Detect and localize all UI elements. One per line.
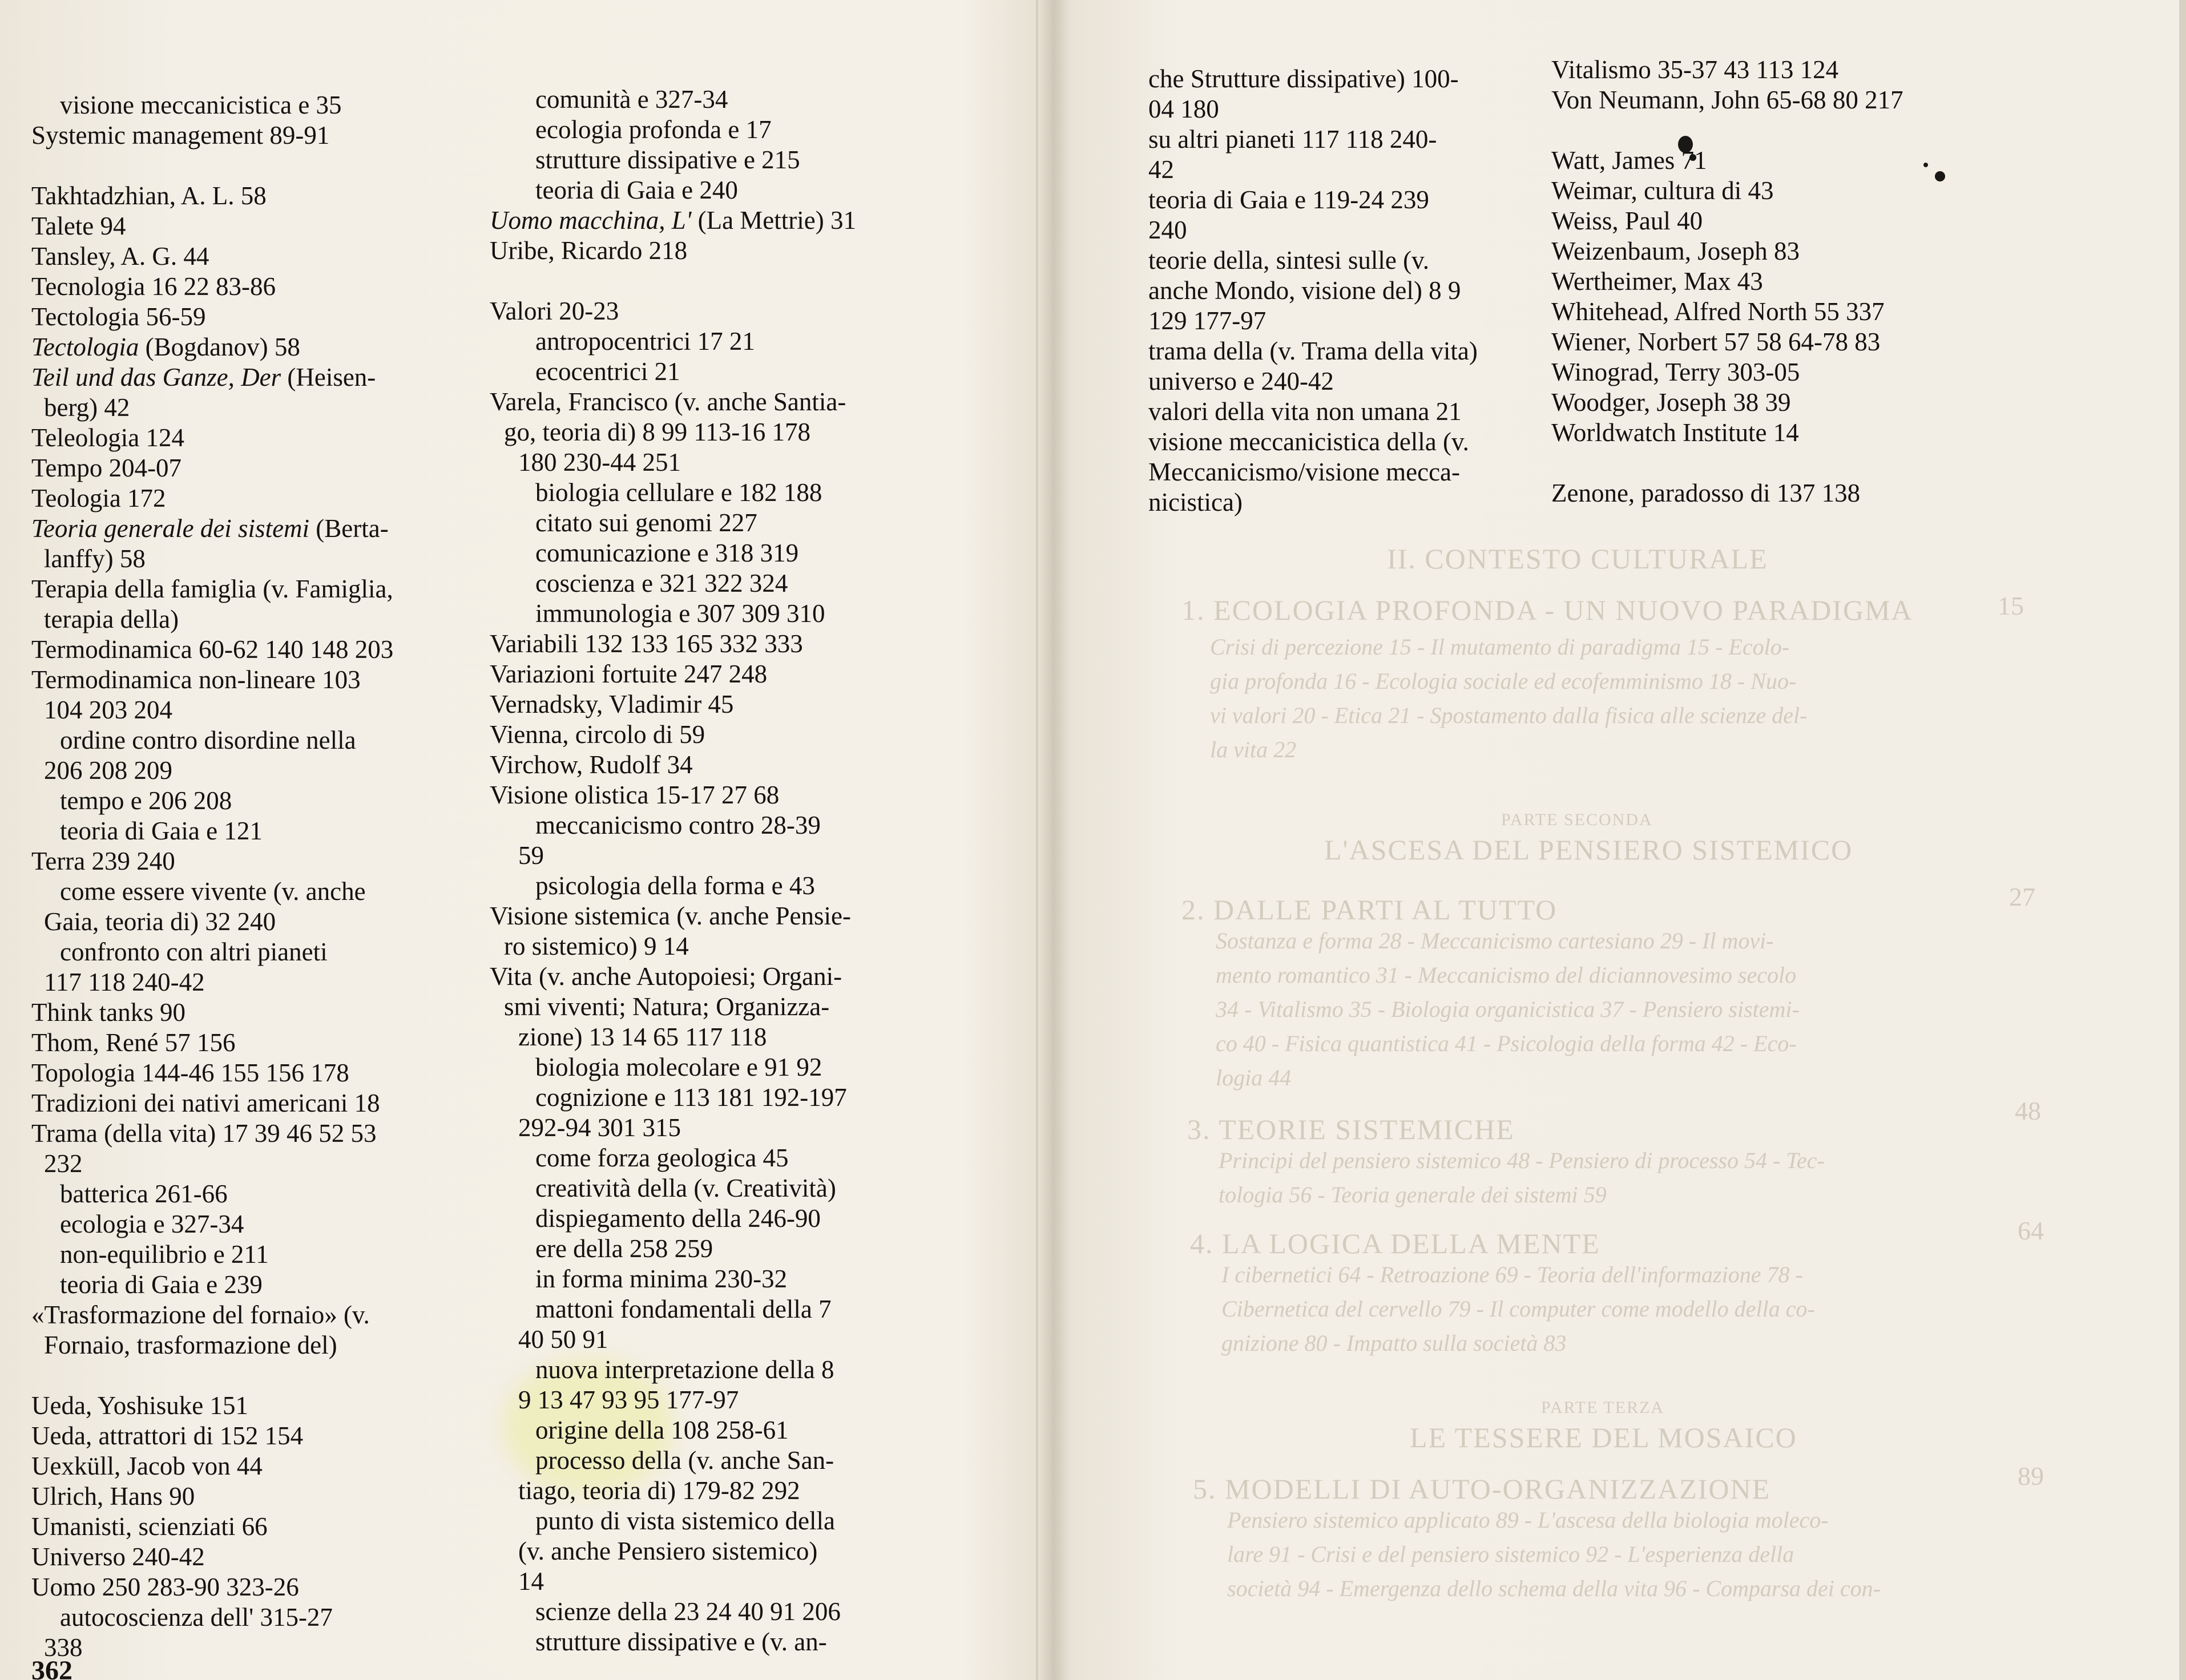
index-entry (1551, 236, 2019, 266)
index-text: Watt, James 71 (1551, 146, 1707, 175)
index-entry (1148, 94, 1525, 124)
index-entry (31, 514, 482, 544)
index-entry-continuation (490, 1022, 946, 1052)
index-text: universo e 240-42 (1148, 367, 1334, 395)
index-entry (31, 453, 482, 483)
index-text: mattoni fondamentali della 7 (535, 1295, 832, 1323)
index-entry-continuation (31, 544, 482, 574)
index-subentry (490, 1294, 946, 1324)
index-entry (31, 423, 482, 453)
index-text: teoria di Gaia e 240 (535, 176, 738, 204)
index-entry (31, 1088, 482, 1118)
index-subentry (490, 478, 946, 508)
index-subentry (490, 1083, 946, 1113)
index-text: go, teoria di) 8 99 113-16 178 (504, 418, 810, 446)
index-gap (31, 151, 482, 181)
index-subentry (490, 810, 946, 841)
index-text: teoria di Gaia e 121 (60, 817, 263, 845)
index-column (490, 84, 946, 1657)
index-subentry (31, 90, 482, 120)
index-entry-continuation (490, 931, 946, 962)
book-spread: II. CONTESTO CULTURALE 15 1. ECOLOGIA PROFONDA - UN NUOVO PARADIGMA Crisi di percezione 15 - Il mutamento di paradigma 15 - Ecolo- gia profonda 16 - Ecologia sociale ed ecofemminismo 18 - Nuo- vi valori 20 - Etica 21 - Spostamento dalla fisica alle scienze del- la vita 22 PARTE SECONDA L'ASCESA DEL PENSIERO SISTEMICO 27 2. DALLE PARTI AL TUTTO Sostanza e forma 28 - Meccanicismo cartesiano 29 - Il movi- mento romantico 31 - Meccanicismo del diciannovesimo secolo 34 - Vitalismo 35 - Biologia organicistica 37 - Pensiero sistemi- co 40 - Fisica quantistica 41 - Psicologia della forma 42 - Eco- logia 44 48 3. TEORIE SISTEMICHE Principi del pensiero sistemico 48 - Pensiero di processo 54 - Tec- tologia 56 - Teoria generale dei sistemi 59 64 4. LA LOGICA DELLA MENTE I cibernetici 64 - Retroazione 69 - Teoria dell'informazione 78 - Cibernetica del cervello 79 - Il computer come modello della co- gnizione 80 - Impatto sulla società 83 PARTE TERZA LE TESSERE DEL MOSAICO 89 5. MODELLI DI AUTO-ORGANIZZAZIONE Pensiero sistemico applicato 89 - L'ascesa della biologia moleco- lare 91 - Crisi e del pensiero sistemico 92 - L'esperienza della società 94 - Emergenza dello schema della vita 96 - Comparsa dei con- visione meccanicistica e 35 Systemic management 89-91 Takhtadzhian, A. L. 58 Talete 94 Tansley, A. G. 44 Tecnologia 16 22 83-86 Tectologia 56-59 Tectologia (Bogdanov) 58 Teil und das Ganze, Der (Heisen- berg) 42 Teleologia 124 Tempo 204-07 Teologia 172 Teoria generale dei sistemi (Berta- lanffy) 58 Terapia della famiglia (v. Famiglia, terapia della) Termodinamica 60-62 140 148 203 Termodinamica non-lineare 103 104 203 204 ordine contro disordine nella 206 208 209 tempo e 206 208 teoria di Gaia e 121 Terra 239 240 come essere vivente (v. anche Gaia, teoria di) 32 240 confronto con altri pianeti 117 118 240-42 Think tanks 90 Thom, René 57 156 Topologia 144-46 155 156 178 Tradizioni dei nativi americani 18 Trama (della vita) 17 39 46 52 53 232 batterica 261-66 ecologia e 327-34 non-equilibrio e 211 teoria di Gaia e 239 «Trasformazione del fornaio» (v. Fornaio, trasformazione del) Ueda, Yoshisuke 151 Ueda, attrattori di 152 154 Uexküll, Jacob von 44 Ulrich, Hans 90 Umanisti, scienziati 66 Universo 240-42 Uomo 250 283-90 323-26 autocoscienza dell' 315-27 338 comunità e 327-34 ecologia profonda e 17 strutture dissipative e 215 teoria di Gaia e 240 Uomo macchina, L' (La Mettrie) 31 Uribe, Ricardo 218 Valori 20-23 antropocentrici 17 21 ecocentrici 21 Varela, Francisco (v. anche Santia- go, teoria di) 8 99 113-16 178 180 230-44 251 biologia cellulare e 182 188 citato sui genomi 227 comunicazione e 318 319 coscienza e 321 322 324 immunologia e 307 309 310 Variabili 132 133 165 332 333 Variazioni fortuite 247 248 Vernadsky, Vladimir 45 Vienna, circolo di 59 Virchow, Rudolf 34 Visione olistica 15-17 27 68 meccanicismo contro 28-39 59 psicologia della forma e 43 Visione sistemica (v. anche Pensie- ro sistemico) 9 14 Vita (v. anche Autopoiesi; Organi- smi viventi; Natura; Organizza- zione) 13 14 65 117 118 biologia molecolare e 91 92 cognizione e 113 181 192-197 292-94 301 315 come forza geologica 45 creatività della (v. Creatività) dispiegamento della 246-90 ere della 258 259 in forma minima 230-32 mattoni fondamentali della 7 40 50 91 nuova interpretazione della 8 9 13 47 93 95 177-97 origine della 108 258-61 processo della (v. anche San- tiago, teoria di) 179-82 292 punto di vista sistemico della (v. anche Pensiero sistemico) 14 scienze della 23 24 40 91 206 strutture dissipative e (v. an- che Strutture dissipative) 100- 04 180 su altri pianeti 117 118 240- 42 teoria di Gaia e 119-24 239 240 teorie della, sintesi sulle (v. anche Mondo, visione del) 8 9 129 177-97 trama della (v. Trama della vita) universo e 240-42 valori della vita non umana 21 visione meccanicistica della (v. Meccanicismo/visione mecca- nicistica) Vitalismo 35-37 43 113 124 Von Neumann, John 65-68 80 217 Watt, James 71 Weimar, cultura di 43 Weiss, Paul 40 Weizenbaum, Joseph 83 Wertheimer, Max 43 Whitehead, Alfred North 55 337 Wiener, Norbert 57 58 64-78 83 Winograd, Terry 303-05 Woodger, Joseph 38 39 Worldwatch Institute 14 Zenone, paradosso di 137 138 362 (0, 0, 2186, 1680)
index-title-italic: Tectologia (31, 333, 146, 361)
index-subentry (31, 725, 482, 756)
index-entry-continuation (490, 992, 946, 1022)
index-text: Terra 239 240 (31, 847, 175, 875)
index-entry (490, 629, 946, 659)
index-entry (1148, 397, 1525, 427)
index-entry-continuation (31, 967, 482, 998)
index-entry-continuation (490, 1324, 946, 1355)
index-text: 292-94 301 315 (518, 1113, 681, 1142)
index-entry (31, 1300, 482, 1330)
index-entry (1551, 55, 2019, 85)
index-entry-continuation (31, 695, 482, 725)
index-column (31, 90, 482, 1663)
index-entry (490, 720, 946, 750)
index-text: Universo 240-42 (31, 1542, 205, 1571)
index-subentry (490, 1597, 946, 1627)
index-entry (490, 962, 946, 992)
index-text: Von Neumann, John 65-68 80 217 (1551, 86, 1903, 114)
index-text: Talete 94 (31, 212, 126, 240)
index-text: Wertheimer, Max 43 (1551, 267, 1763, 296)
index-subentry (31, 1602, 482, 1633)
index-entry (31, 302, 482, 332)
index-entry (31, 1572, 482, 1602)
index-text: Terapia della famiglia (v. Famiglia, (31, 575, 393, 603)
index-subentry (490, 599, 946, 629)
index-entry (490, 205, 946, 236)
index-text: visione meccanicistica della (v. (1148, 427, 1469, 456)
index-text: teoria di Gaia e 119-24 239 (1148, 185, 1429, 214)
index-text: Tectologia 56-59 (31, 302, 206, 331)
index-entry (31, 1028, 482, 1058)
index-text: Uexküll, Jacob von 44 (31, 1452, 263, 1480)
index-subentry (490, 84, 946, 115)
index-subentry (490, 1445, 946, 1476)
index-text: Vernadsky, Vladimir 45 (490, 690, 734, 718)
index-text: (Bogdanov) 58 (145, 333, 300, 361)
index-text: Valori 20-23 (490, 297, 619, 325)
index-text: Zenone, paradosso di 137 138 (1551, 479, 1861, 507)
index-text: Topologia 144-46 155 156 178 (31, 1059, 349, 1087)
index-title-italic: Teil und das Ganze, Der (31, 363, 288, 391)
index-entry (1148, 276, 1525, 306)
index-text: ecologia profonda e 17 (535, 115, 772, 144)
index-gap (31, 1360, 482, 1391)
index-text: 117 118 240-42 (44, 968, 205, 996)
index-title-italic: Teoria generale dei sistemi (31, 514, 316, 543)
index-subentry (31, 816, 482, 846)
index-entry (31, 1421, 482, 1451)
index-subentry (31, 1179, 482, 1209)
index-entry (1148, 366, 1525, 397)
index-text: lanffy) 58 (44, 544, 146, 573)
index-text: immunologia e 307 309 310 (535, 599, 825, 628)
index-entry (490, 750, 946, 780)
index-entry (31, 1542, 482, 1572)
index-entry-continuation (31, 907, 482, 937)
index-text: 206 208 209 (44, 756, 172, 785)
index-entry (490, 296, 946, 326)
index-entry-continuation (31, 1330, 482, 1360)
index-entry-continuation (490, 1566, 946, 1597)
index-text: Virchow, Rudolf 34 (490, 750, 693, 779)
index-text: Vitalismo 35-37 43 113 124 (1551, 55, 1839, 84)
index-entry (31, 998, 482, 1028)
index-text: Tansley, A. G. 44 (31, 242, 209, 270)
index-text: Umanisti, scienziati 66 (31, 1512, 268, 1541)
index-text: 42 (1148, 155, 1174, 184)
index-text: 129 177-97 (1148, 306, 1267, 335)
index-text: 04 180 (1148, 95, 1219, 123)
index-subentry (490, 1506, 946, 1536)
index-text: Gaia, teoria di) 32 240 (44, 907, 276, 936)
index-entry (1551, 297, 2019, 327)
index-text: Uomo 250 283-90 323-26 (31, 1573, 299, 1601)
index-text: dispiegamento della 246-90 (535, 1204, 821, 1233)
index-entry (1148, 64, 1525, 94)
index-text: 180 230-44 251 (518, 448, 681, 476)
index-text: creatività della (v. Creatività) (535, 1174, 836, 1202)
index-entry (1551, 266, 2019, 297)
index-text: Ueda, Yoshisuke 151 (31, 1391, 249, 1420)
index-text: non-equilibrio e 211 (60, 1240, 269, 1269)
index-text: Woodger, Joseph 38 39 (1551, 388, 1791, 417)
index-text: (Heisen- (287, 363, 376, 391)
index-text: in forma minima 230-32 (535, 1265, 788, 1293)
index-text: Tecnologia 16 22 83-86 (31, 272, 276, 301)
index-text: Tempo 204-07 (31, 454, 182, 482)
index-text: confronto con altri pianeti (60, 938, 328, 966)
index-text: comunicazione e 318 319 (535, 539, 799, 567)
index-entry (31, 181, 482, 211)
index-subentry (490, 357, 946, 387)
index-entry-continuation (31, 393, 482, 423)
index-entry (31, 272, 482, 302)
index-entry (31, 1451, 482, 1481)
index-subentry (490, 1264, 946, 1294)
index-text: Varela, Francisco (v. anche Santia- (490, 387, 846, 416)
index-entry (1551, 85, 2019, 115)
index-text: cognizione e 113 181 192-197 (535, 1083, 847, 1112)
index-entry-continuation (31, 756, 482, 786)
index-text: Teleologia 124 (31, 423, 185, 452)
index-entry (31, 635, 482, 665)
index-text: biologia molecolare e 91 92 (535, 1053, 822, 1081)
index-text: strutture dissipative e 215 (535, 146, 800, 174)
index-entry (31, 1058, 482, 1088)
index-text: Ueda, attrattori di 152 154 (31, 1421, 304, 1450)
index-gap (490, 266, 946, 296)
index-text: Visione olistica 15-17 27 68 (490, 781, 780, 809)
index-text: (La Mettrie) 31 (697, 206, 856, 235)
index-entry (1148, 427, 1525, 457)
index-text: teorie della, sintesi sulle (v. (1148, 246, 1429, 274)
index-text: teoria di Gaia e 239 (60, 1270, 263, 1299)
index-text: tempo e 206 208 (60, 786, 232, 815)
index-text: Variazioni fortuite 247 248 (490, 660, 768, 688)
index-text: tiago, teoria di) 179-82 292 (518, 1476, 800, 1505)
index-text: valori della vita non umana 21 (1148, 397, 1462, 426)
index-text: ordine contro disordine nella (60, 726, 356, 754)
index-subentry (490, 1234, 946, 1264)
index-subentry (490, 1204, 946, 1234)
index-text: 40 50 91 (518, 1325, 608, 1354)
index-entry (1551, 357, 2019, 387)
index-text: biologia cellulare e 182 188 (535, 478, 822, 507)
index-entry (31, 120, 482, 151)
index-entry-continuation (490, 1113, 946, 1143)
index-text: 104 203 204 (44, 696, 172, 724)
index-text: meccanicismo contro 28-39 (535, 811, 821, 839)
index-text: Meccanicismo/visione mecca- (1148, 458, 1461, 486)
index-entry (490, 659, 946, 689)
index-text: trama della (v. Trama della vita) (1148, 337, 1478, 365)
page-number: 362 (31, 1655, 72, 1680)
index-entry-continuation (490, 1476, 946, 1506)
book-gutter (1036, 0, 1038, 1680)
index-entry (1551, 146, 2019, 176)
index-text: psicologia della forma e 43 (535, 871, 815, 900)
index-gap (1551, 115, 2019, 146)
index-entry (31, 241, 482, 272)
index-entry (490, 780, 946, 810)
index-subentry (490, 145, 946, 175)
index-entry (1551, 176, 2019, 206)
index-entry (31, 332, 482, 362)
index-entry (1148, 306, 1525, 336)
index-text: origine della 108 258-61 (535, 1416, 789, 1444)
index-text: Ulrich, Hans 90 (31, 1482, 195, 1511)
index-text: nicistica) (1148, 488, 1243, 516)
index-text: visione meccanicistica e 35 (60, 91, 342, 119)
index-entry-continuation (490, 447, 946, 478)
index-subentry (490, 175, 946, 205)
index-entry-continuation (490, 841, 946, 871)
index-subentry (31, 1239, 482, 1270)
index-text: Trama (della vita) 17 39 46 52 53 (31, 1119, 377, 1148)
index-subentry (31, 877, 482, 907)
index-gap (1551, 448, 2019, 478)
index-text: Systemic management 89-91 (31, 121, 330, 150)
index-text: Uribe, Ricardo 218 (490, 236, 688, 265)
index-entry-continuation (31, 604, 482, 635)
index-subentry (490, 326, 946, 357)
index-text: nuova interpretazione della 8 (535, 1355, 834, 1384)
index-text: autocoscienza dell' 315-27 (60, 1603, 333, 1631)
index-entry (1148, 487, 1525, 518)
index-text: Takhtadzhian, A. L. 58 (31, 181, 267, 210)
index-entry-continuation (31, 1149, 482, 1179)
index-text: come forza geologica 45 (535, 1144, 789, 1172)
index-text: ecocentrici 21 (535, 357, 680, 386)
index-subentry (490, 1627, 946, 1657)
index-entry-continuation (490, 1385, 946, 1415)
index-text: berg) 42 (44, 393, 130, 422)
index-text: Tradizioni dei nativi americani 18 (31, 1089, 380, 1117)
index-text: processo della (v. anche San- (535, 1446, 834, 1475)
index-entry (31, 1481, 482, 1512)
index-entry (31, 574, 482, 604)
index-entry-continuation (31, 1633, 482, 1663)
index-subentry (490, 871, 946, 901)
index-entry (1551, 206, 2019, 236)
index-text: anche Mondo, visione del) 8 9 (1148, 276, 1461, 305)
index-subentry (31, 786, 482, 816)
index-text: Visione sistemica (v. anche Pensie- (490, 902, 851, 930)
index-text: che Strutture dissipative) 100- (1148, 64, 1459, 93)
index-text: smi viventi; Natura; Organizza- (504, 992, 830, 1021)
index-subentry (31, 937, 482, 967)
index-text: batterica 261-66 (60, 1180, 228, 1208)
index-entry (1148, 155, 1525, 185)
index-text: Think tanks 90 (31, 998, 185, 1027)
index-text: «Trasformazione del fornaio» (v. (31, 1301, 370, 1329)
index-column (1148, 64, 1525, 518)
index-text: 14 (518, 1567, 544, 1596)
index-title-italic: Uomo macchina, L' (490, 206, 698, 235)
index-text: terapia della) (44, 605, 179, 633)
index-entry (31, 1512, 482, 1542)
page-edge (2179, 0, 2186, 1680)
index-text: Worldwatch Institute 14 (1551, 418, 1799, 447)
index-entry (31, 846, 482, 877)
index-entry (31, 211, 482, 241)
index-text: 232 (44, 1149, 83, 1178)
index-text: punto di vista sistemico della (535, 1507, 835, 1535)
index-text: Weizenbaum, Joseph 83 (1551, 237, 1800, 265)
index-text: (Berta- (316, 514, 389, 543)
index-text: Wiener, Norbert 57 58 64-78 83 (1551, 328, 1881, 356)
index-entry-continuation (490, 417, 946, 447)
index-entry (1148, 245, 1525, 276)
index-column (1551, 55, 2019, 508)
index-text: su altri pianeti 117 118 240- (1148, 125, 1437, 154)
index-text: ro sistemico) 9 14 (504, 932, 689, 960)
index-entry (1551, 327, 2019, 357)
index-entry (490, 689, 946, 720)
index-subentry (31, 1270, 482, 1300)
index-text: ecologia e 327-34 (60, 1210, 244, 1238)
index-text: Thom, René 57 156 (31, 1028, 236, 1057)
index-entry (31, 1118, 482, 1149)
index-text: 338 (44, 1633, 83, 1662)
index-subentry (490, 508, 946, 538)
index-subentry (490, 1355, 946, 1385)
index-entry (490, 387, 946, 417)
index-entry (1148, 336, 1525, 366)
index-entry-continuation (490, 1536, 946, 1566)
index-text: ere della 258 259 (535, 1234, 713, 1263)
index-entry (31, 665, 482, 695)
index-subentry (31, 1209, 482, 1239)
index-entry (31, 483, 482, 514)
index-text: Weimar, cultura di 43 (1551, 176, 1774, 205)
index-text: strutture dissipative e (v. an- (535, 1628, 827, 1656)
index-entry (1551, 418, 2019, 448)
index-entry (1148, 457, 1525, 487)
index-text: Vita (v. anche Autopoiesi; Organi- (490, 962, 842, 991)
index-text: 59 (518, 841, 544, 870)
index-text: 240 (1148, 216, 1187, 244)
index-text: Winograd, Terry 303-05 (1551, 358, 1800, 386)
index-text: zione) 13 14 65 117 118 (518, 1023, 767, 1051)
index-subentry (490, 1415, 946, 1445)
index-subentry (490, 115, 946, 145)
index-text: 9 13 47 93 95 177-97 (518, 1386, 739, 1414)
index-text: Teologia 172 (31, 484, 166, 512)
index-entry (490, 236, 946, 266)
index-entry (1551, 387, 2019, 418)
index-text: Variabili 132 133 165 332 333 (490, 629, 803, 658)
index-text: Termodinamica non-lineare 103 (31, 665, 361, 694)
index-entry (1148, 215, 1525, 245)
index-text: come essere vivente (v. anche (60, 877, 366, 906)
index-text: Fornaio, trasformazione del) (44, 1331, 337, 1359)
index-entry (1148, 185, 1525, 215)
index-entry (1551, 478, 2019, 508)
index-subentry (490, 1173, 946, 1204)
index-subentry (490, 538, 946, 568)
index-text: citato sui genomi 227 (535, 508, 757, 537)
index-entry (1148, 124, 1525, 155)
index-entry (31, 362, 482, 393)
index-subentry (490, 1052, 946, 1083)
index-text: Vienna, circolo di 59 (490, 720, 705, 749)
index-subentry (490, 1143, 946, 1173)
index-entry (31, 1391, 482, 1421)
index-text: Whitehead, Alfred North 55 337 (1551, 297, 1885, 326)
index-text: scienze della 23 24 40 91 206 (535, 1597, 841, 1626)
index-entry (490, 901, 946, 931)
index-text: coscienza e 321 322 324 (535, 569, 788, 597)
index-subentry (490, 568, 946, 599)
index-text: (v. anche Pensiero sistemico) (518, 1537, 818, 1565)
index-text: Weiss, Paul 40 (1551, 207, 1703, 235)
index-text: comunità e 327-34 (535, 85, 728, 114)
index-text: Termodinamica 60-62 140 148 203 (31, 635, 394, 664)
index-text: antropocentrici 17 21 (535, 327, 755, 356)
